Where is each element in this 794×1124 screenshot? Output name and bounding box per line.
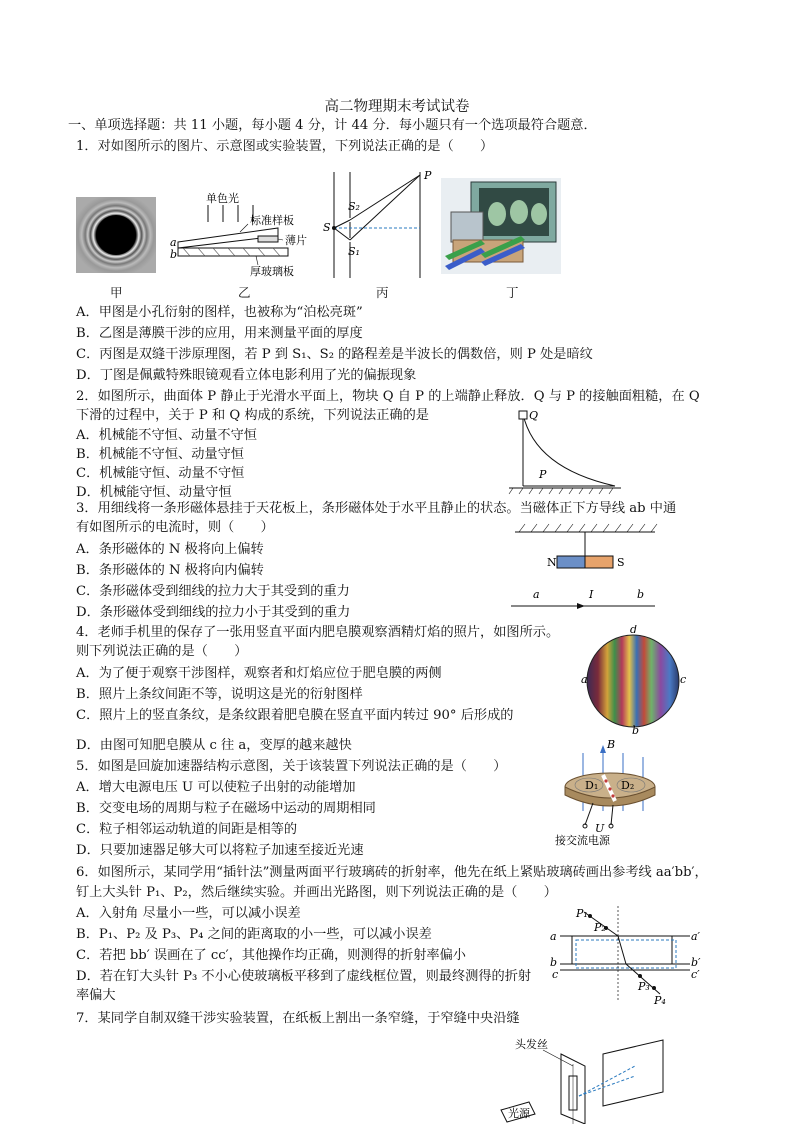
q6-option-c: C．若把 bb′ 误画在了 cc′，其他操作均正确，则测得的折射率偏小 [76, 948, 466, 963]
q4-a-label: a [581, 673, 588, 686]
q1-caption-jia: 甲 [110, 285, 123, 300]
q7-source-label: 光源 [508, 1107, 530, 1120]
q6-b2-label: b′ [691, 956, 701, 969]
q3-fig-magnet [505, 518, 665, 614]
q7-stem: 7．某同学自制双缝干涉实验装置，在纸板上割出一条窄缝，于窄缝中央沿缝 [76, 1011, 520, 1026]
q6-fig-glass-block [548, 898, 708, 1010]
q3-option-b: B．条形磁体的 N 极将向内偏转 [76, 563, 264, 578]
q2-fig-curved-block [505, 408, 625, 496]
q5-option-d: D．只要加速器足够大可以将粒子加速至接近光速 [76, 843, 364, 858]
q4-stem-line2: 则下列说法正确的是（ ） [76, 644, 248, 659]
q3-S-label: S [617, 556, 625, 569]
q6-b-label: b [550, 956, 558, 969]
q1-yi-light-label: 单色光 [206, 192, 239, 205]
q6-a2-label: a′ [691, 930, 701, 943]
q2-option-c: C．机械能守恒、动量不守恒 [76, 466, 245, 481]
q2-P-label: P [539, 468, 547, 481]
q6-c2-label: c′ [691, 968, 700, 981]
q4-stem-line1: 4．老师手机里的保存了一张用竖直平面内肥皂膜观察酒精灯焰的照片，如图所示。 [76, 625, 560, 640]
q5-stem: 5．如图是回旋加速器结构示意图，关于该装置下列说法正确的是（ ） [76, 759, 507, 774]
q3-option-d: D．条形磁体受到细线的拉力小于其受到的重力 [76, 605, 351, 620]
q5-fig-cyclotron [555, 737, 665, 847]
q6-P1-label: P₁ [576, 907, 588, 920]
q5-B-label: B [607, 738, 616, 751]
q4-option-b: B．照片上条纹间距不等，说明这是光的衍射图样 [76, 687, 363, 702]
q3-stem-line1: 3．用细线将一条形磁体悬挂于天花板上，条形磁体处于水平且静止的状态。当磁体正下方导线 ab 中通 [76, 501, 677, 516]
q1-yi-plate-label: 标准样板 [250, 214, 294, 227]
q6-P4-label: P₄ [654, 994, 666, 1007]
q1-fig-jia [76, 197, 156, 273]
q3-a-label: a [533, 588, 540, 601]
q1-option-c: C．丙图是双缝干涉原理图，若 P 到 S₁、S₂ 的路程差是半波长的偶数倍，则 P 处是暗纹 [76, 347, 593, 362]
q2-option-d: D．机械能守恒、动量守恒 [76, 485, 232, 500]
q3-b-label: b [637, 588, 645, 601]
q7-hair-label: 头发丝 [515, 1038, 548, 1051]
q2-option-a: A．机械能不守恒、动量不守恒 [76, 428, 257, 443]
q3-option-a: A．条形磁体的 N 极将向上偏转 [76, 542, 264, 557]
q4-c-label: c [680, 673, 687, 686]
q3-option-c: C．条形磁体受到细线的拉力大于其受到的重力 [76, 584, 350, 599]
q1-option-d: D．丁图是佩戴特殊眼镜观看立体电影利用了光的偏振现象 [76, 368, 417, 383]
q1-caption-ding: 丁 [506, 285, 519, 300]
q6-c-label: c [552, 968, 559, 981]
q5-D1-label: D₁ [585, 779, 599, 792]
q6-option-d-line1: D．若在钉大头针 P₃ 不小心使玻璃板平移到了虚线框位置，则最终测得的折射 [76, 969, 532, 984]
q2-Q-label: Q [529, 409, 539, 422]
q1-fig-bing [320, 170, 435, 280]
q5-option-a: A．增大电源电压 U 可以使粒子出射的动能增加 [76, 780, 356, 795]
q3-stem-line2: 有如图所示的电流时，则（ ） [76, 520, 274, 535]
q6-option-b: B．P₁、P₂ 及 P₃、P₄ 之间的距离取的小一些，可以减小误差 [76, 927, 432, 942]
q3-N-label: N [547, 556, 557, 569]
q1-stem: 1．对如图所示的图片、示意图或实验装置，下列说法正确的是（ ） [76, 139, 494, 154]
q5-source-label: 接交流电源 [555, 834, 610, 847]
q1-yi-a-label: a [170, 236, 177, 249]
exam-title: 高二物理期末考试试卷 [324, 99, 470, 115]
q4-fig-soap-film [578, 625, 688, 735]
q4-option-d: D．由图可知肥皂膜从 c 往 a，变厚的越来越快 [76, 738, 352, 753]
q6-P3-label: P₃ [638, 980, 650, 993]
q1-option-a: A．甲图是小孔衍射的图样，也被称为“泊松亮斑” [76, 305, 363, 320]
q4-b-label: b [632, 724, 640, 735]
q1-yi-film-label: 薄片 [285, 234, 307, 247]
q6-stem-line2: 钉上大头针 P₁、P₂，然后继续实验。并画出光路图，则下列说法正确的是（ ） [76, 885, 557, 900]
q1-caption-yi: 乙 [238, 285, 251, 300]
q6-stem-line1: 6．如图所示，某同学用“插针法”测量两面平行玻璃砖的折射率，他先在纸上紧贴玻璃砖画出参考线 aa′bb′， [76, 865, 708, 880]
q1-yi-b-label: b [170, 248, 178, 261]
q1-yi-glass-label: 厚玻璃板 [250, 265, 294, 278]
q2-stem-line1: 2．如图所示，曲面体 P 静止于光滑水平面上，物块 Q 自 P 的上端静止释放．Q 与 P 的接触面粗糙，在 Q [76, 389, 700, 404]
q1-fig-yi [168, 190, 318, 280]
q6-option-a: A．入射角 尽量小一些，可以减小误差 [76, 906, 301, 921]
q3-I-label: I [589, 588, 594, 601]
q5-option-c: C．粒子相邻运动轨道的间距是相等的 [76, 822, 298, 837]
q1-bing-S2-label: S₂ [348, 200, 360, 213]
q1-option-b: B．乙图是薄膜干涉的应用，用来测量平面的厚度 [76, 326, 363, 341]
q4-d-label: d [630, 625, 638, 636]
q5-option-b: B．交变电场的周期与粒子在磁场中运动的周期相同 [76, 801, 376, 816]
q2-stem-line2: 下滑的过程中，关于 P 和 Q 构成的系统，下列说法正确的是 [76, 408, 429, 423]
q6-P2-label: P₂ [594, 921, 606, 934]
q4-option-a: A．为了便于观察干涉图样，观察者和灯焰应位于肥皂膜的两侧 [76, 666, 442, 681]
q1-bing-S1-label: S₁ [348, 245, 360, 258]
q5-U-label: U [595, 822, 605, 835]
q6-a-label: a [550, 930, 557, 943]
q1-bing-P-label: P [424, 170, 432, 182]
section-heading: 一、单项选择题：共 11 小题，每小题 4 分，计 44 分．每小题只有一个选项最符合题意． [68, 118, 597, 133]
q1-bing-S-label: S [323, 221, 331, 234]
q5-D2-label: D₂ [621, 779, 635, 792]
q1-caption-bing: 丙 [376, 285, 389, 300]
q6-option-d-line2: 率偏大 [76, 988, 116, 1003]
q1-fig-ding [441, 178, 561, 274]
q7-fig-double-slit [495, 1036, 695, 1124]
q2-option-b: B．机械能不守恒、动量守恒 [76, 447, 244, 462]
q4-option-c: C．照片上的竖直条纹，是条纹跟着肥皂膜在竖直平面内转过 90° 后形成的 [76, 708, 514, 723]
